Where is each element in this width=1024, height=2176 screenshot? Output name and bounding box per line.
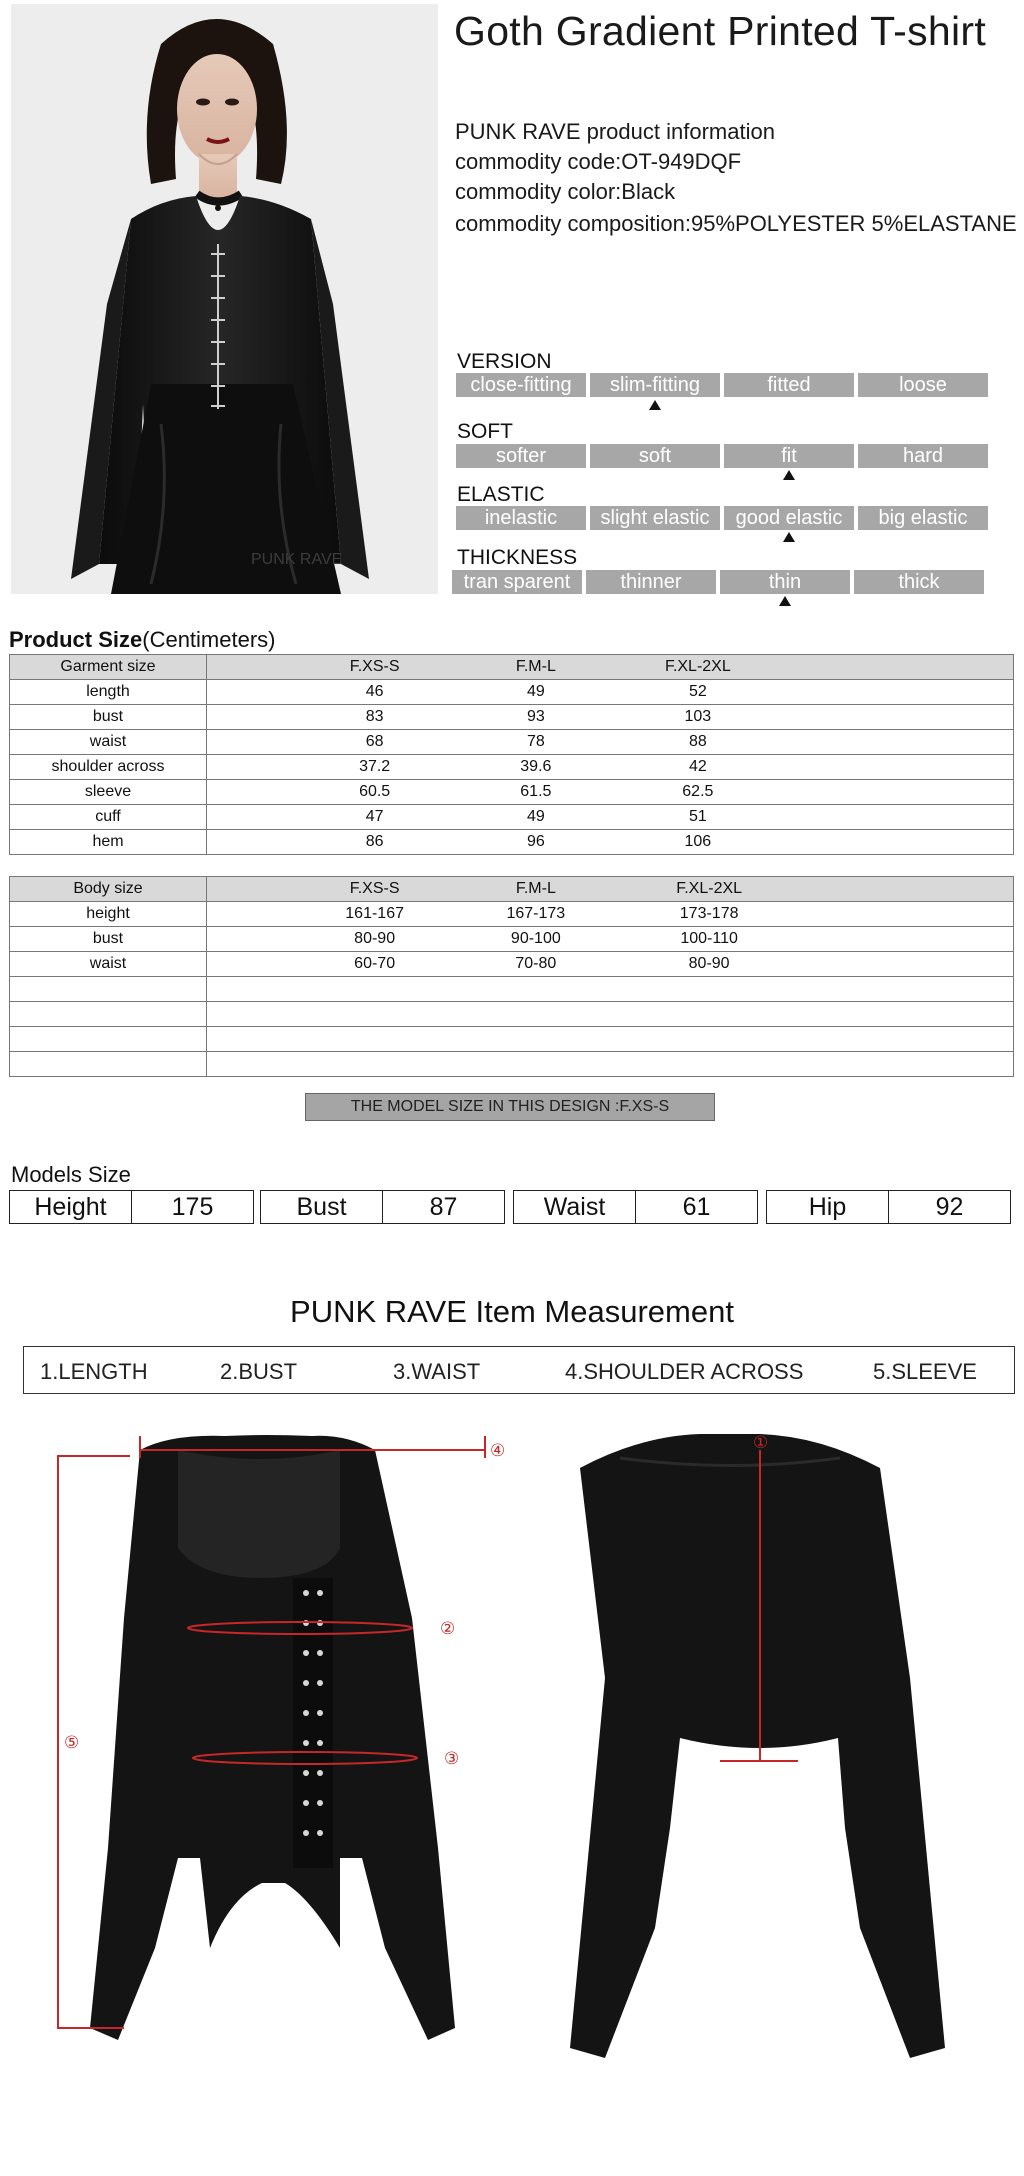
soft-scale-title: SOFT bbox=[457, 420, 513, 443]
commodity-color-label: commodity color: bbox=[455, 179, 622, 204]
size-header: F.XL-2XL bbox=[664, 658, 731, 675]
table-header-row bbox=[10, 655, 1014, 680]
size-header: F.XS-S bbox=[349, 658, 400, 675]
thickness-selected-marker bbox=[779, 596, 791, 606]
commodity-code-row bbox=[455, 149, 741, 175]
size-header: F.XL-2XL bbox=[676, 880, 743, 897]
measurement-title: PUNK RAVE Item Measurement bbox=[290, 1294, 734, 1329]
version-selected-marker bbox=[649, 400, 661, 410]
table-row bbox=[10, 952, 1014, 977]
body-size-header: Body size bbox=[10, 877, 207, 902]
legend-shoulder-across: 4.SHOULDER ACROSS bbox=[565, 1359, 804, 1384]
elastic-option: big elastic bbox=[858, 506, 988, 530]
thickness-scale-title: THICKNESS bbox=[457, 546, 578, 569]
table-row bbox=[10, 780, 1014, 805]
soft-option: softer bbox=[456, 444, 586, 468]
cell: 96 bbox=[526, 833, 545, 850]
cell: 83 bbox=[365, 708, 384, 725]
measurement-legend bbox=[23, 1346, 1015, 1394]
marker-length: ① bbox=[753, 1433, 769, 1453]
cell: 90-100 bbox=[510, 930, 561, 947]
commodity-code-value: OT-949DQF bbox=[621, 149, 742, 174]
marker-waist: ③ bbox=[444, 1749, 460, 1769]
cell: 46 bbox=[365, 683, 384, 700]
version-scale bbox=[456, 373, 988, 397]
cell: 70-80 bbox=[515, 955, 557, 972]
elastic-selected-marker bbox=[783, 532, 795, 542]
elastic-scale-title: ELASTIC bbox=[457, 483, 545, 506]
cell: 39.6 bbox=[520, 758, 552, 775]
row-label: sleeve bbox=[10, 780, 207, 805]
body-size-table bbox=[9, 876, 1014, 1077]
model-height: Height 175 bbox=[9, 1190, 254, 1224]
soft-selected-marker bbox=[783, 470, 795, 480]
garment-size-header: Garment size bbox=[10, 655, 207, 680]
table-row-empty bbox=[10, 1052, 1014, 1077]
legend-sleeve: 5.SLEEVE bbox=[873, 1359, 977, 1384]
cell: 78 bbox=[526, 733, 545, 750]
table-row bbox=[10, 680, 1014, 705]
commodity-code-label: commodity code: bbox=[455, 149, 622, 174]
cell: 62.5 bbox=[682, 783, 714, 800]
cell: 167-173 bbox=[506, 905, 566, 922]
brand-info-line: PUNK RAVE product information bbox=[455, 119, 775, 144]
table-row bbox=[10, 755, 1014, 780]
product-size-title: Product Size(Centimeters) bbox=[9, 627, 276, 652]
cell: 103 bbox=[684, 708, 712, 725]
cell: 80-90 bbox=[354, 930, 396, 947]
commodity-composition-value: 95%POLYESTER 5%ELASTANE bbox=[690, 211, 1017, 236]
model-hip: Hip 92 bbox=[766, 1190, 1011, 1224]
thickness-option: tran sparent bbox=[452, 570, 582, 594]
cell: 68 bbox=[365, 733, 384, 750]
garment-back-diagram bbox=[560, 1428, 980, 2083]
version-option: loose bbox=[858, 373, 988, 397]
model-waist: Waist 61 bbox=[513, 1190, 758, 1224]
row-label: bust bbox=[10, 705, 207, 730]
marker-shoulder: ④ bbox=[490, 1441, 506, 1461]
cell: 80-90 bbox=[688, 955, 730, 972]
row-label: cuff bbox=[10, 805, 207, 830]
row-label: shoulder across bbox=[10, 755, 207, 780]
product-title: Goth Gradient Printed T-shirt bbox=[454, 8, 987, 54]
cell: 60-70 bbox=[354, 955, 396, 972]
legend-length: 1.LENGTH bbox=[40, 1359, 148, 1384]
soft-option: hard bbox=[858, 444, 988, 468]
cell: 49 bbox=[526, 808, 545, 825]
commodity-composition-row bbox=[455, 211, 1017, 237]
cell: 61.5 bbox=[520, 783, 552, 800]
row-label: waist bbox=[10, 952, 207, 977]
table-row bbox=[10, 902, 1014, 927]
table-row bbox=[10, 705, 1014, 730]
garment-front-diagram bbox=[40, 1428, 520, 2083]
version-option: fitted bbox=[724, 373, 854, 397]
model-photo bbox=[11, 4, 438, 594]
table-row bbox=[10, 927, 1014, 952]
size-header: F.XS-S bbox=[349, 880, 400, 897]
marker-sleeve: ⑤ bbox=[64, 1733, 80, 1753]
cell: 106 bbox=[684, 833, 712, 850]
version-scale-title: VERSION bbox=[457, 350, 552, 373]
commodity-color-row bbox=[455, 179, 675, 205]
elastic-option: good elastic bbox=[724, 506, 854, 530]
elastic-option: slight elastic bbox=[590, 506, 720, 530]
size-header: F.M-L bbox=[515, 880, 556, 897]
cell: 173-178 bbox=[679, 905, 739, 922]
row-label: hem bbox=[10, 830, 207, 855]
cell: 52 bbox=[688, 683, 707, 700]
table-row-empty bbox=[10, 977, 1014, 1002]
model-size-note: THE MODEL SIZE IN THIS DESIGN :F.XS-S bbox=[305, 1093, 715, 1121]
cell: 88 bbox=[688, 733, 707, 750]
model-bust: Bust 87 bbox=[260, 1190, 505, 1224]
table-row-empty bbox=[10, 1027, 1014, 1052]
soft-option: fit bbox=[724, 444, 854, 468]
version-option: close-fitting bbox=[456, 373, 586, 397]
row-label: waist bbox=[10, 730, 207, 755]
legend-bust: 2.BUST bbox=[220, 1359, 298, 1384]
cell: 86 bbox=[365, 833, 384, 850]
row-label: bust bbox=[10, 927, 207, 952]
commodity-color-value: Black bbox=[621, 179, 676, 204]
commodity-composition-label: commodity composition: bbox=[455, 211, 691, 236]
table-row bbox=[10, 805, 1014, 830]
models-size-row bbox=[9, 1190, 1014, 1224]
version-option: slim-fitting bbox=[590, 373, 720, 397]
thickness-option: thick bbox=[854, 570, 984, 594]
table-row-empty bbox=[10, 1002, 1014, 1027]
thickness-scale bbox=[452, 570, 984, 594]
cell: 47 bbox=[365, 808, 384, 825]
size-header: F.M-L bbox=[515, 658, 556, 675]
marker-bust: ② bbox=[440, 1619, 456, 1639]
cell: 51 bbox=[688, 808, 707, 825]
elastic-scale bbox=[456, 506, 988, 530]
row-label: length bbox=[10, 680, 207, 705]
cell: 100-110 bbox=[680, 930, 738, 947]
soft-option: soft bbox=[590, 444, 720, 468]
legend-waist: 3.WAIST bbox=[393, 1359, 481, 1384]
product-size-table bbox=[9, 654, 1014, 855]
thickness-option: thinner bbox=[586, 570, 716, 594]
cell: 37.2 bbox=[359, 758, 391, 775]
cell: 49 bbox=[526, 683, 545, 700]
cell: 93 bbox=[526, 708, 545, 725]
soft-scale bbox=[456, 444, 988, 468]
cell: 60.5 bbox=[359, 783, 391, 800]
cell: 42 bbox=[688, 758, 707, 775]
cell: 161-167 bbox=[345, 905, 404, 922]
models-size-title: Models Size bbox=[11, 1162, 131, 1187]
thickness-option: thin bbox=[720, 570, 850, 594]
watermark: PUNK RAVE bbox=[251, 551, 343, 568]
table-header-row bbox=[10, 877, 1014, 902]
table-row bbox=[10, 730, 1014, 755]
row-label: height bbox=[10, 902, 207, 927]
table-row bbox=[10, 830, 1014, 855]
elastic-option: inelastic bbox=[456, 506, 586, 530]
